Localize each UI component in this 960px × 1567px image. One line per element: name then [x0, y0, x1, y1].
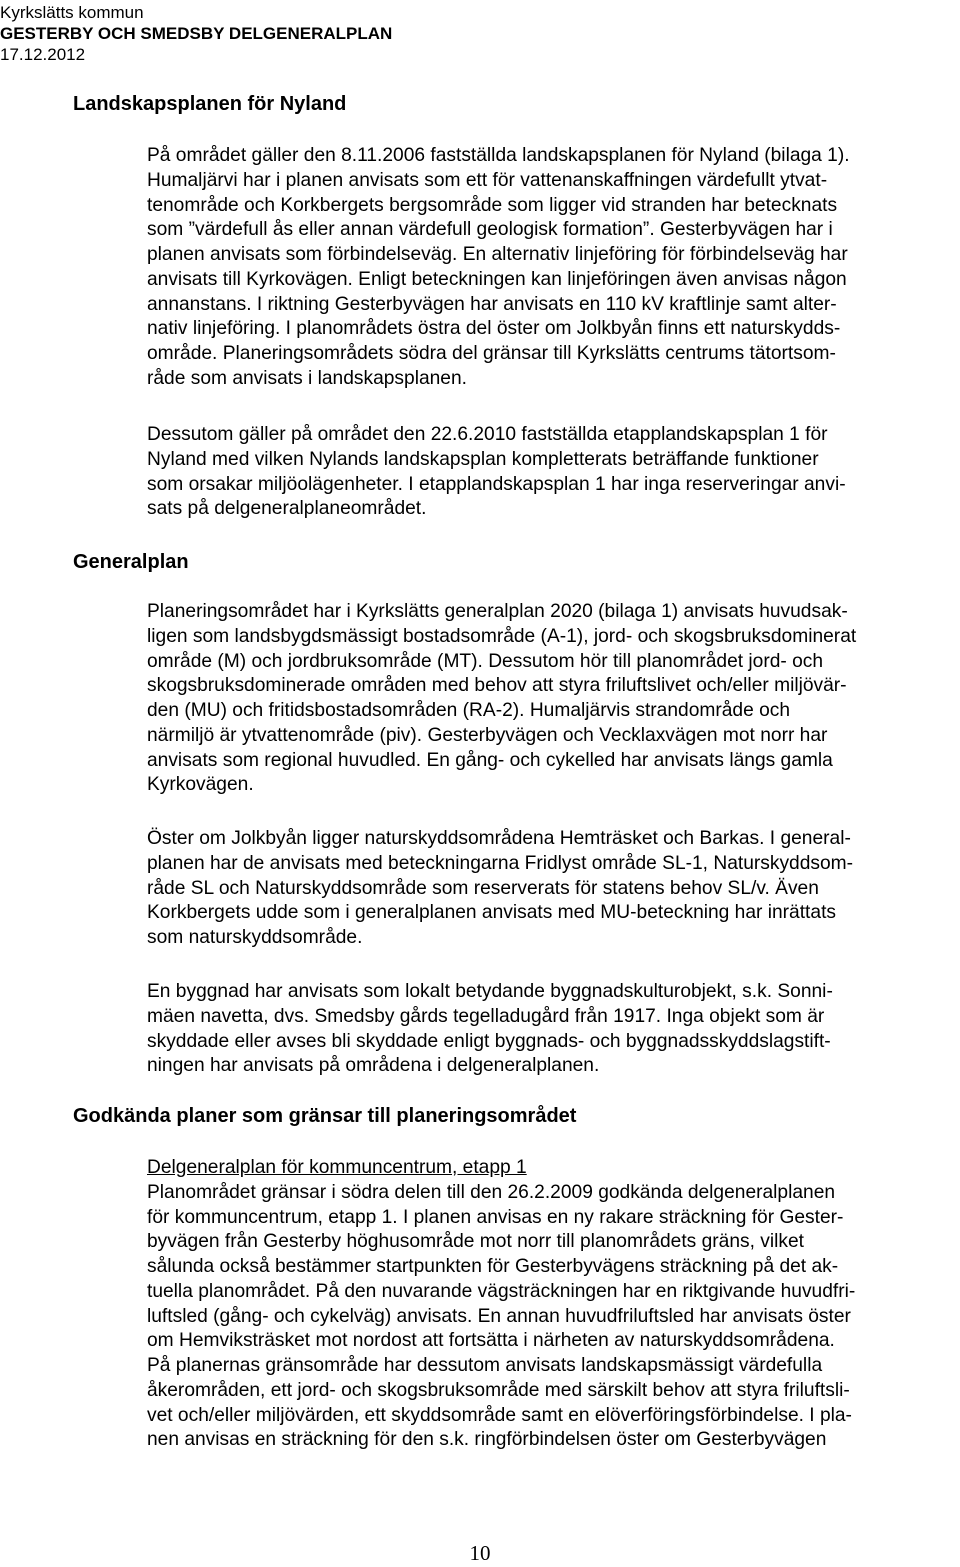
heading-landskapsplan: Landskapsplanen för Nyland	[73, 93, 347, 115]
text-line: närmiljö är ytvattenområde (piv). Gesterbyvägen och Vecklaxvägen mot norr har	[147, 724, 828, 746]
generalplan-paragraph-2	[147, 827, 960, 951]
text-line: På området gäller den 8.11.2006 fastställda landskapsplanen för Nyland (bilaga 1).	[147, 145, 850, 166]
text-line: luftsled (gång- och cykelväg) anvisats. En annan huvudfriluftsled har anvisats öster	[147, 1305, 851, 1327]
text-line: skogsbruksdominerade områden med behov att styra friluftslivet och/eller miljövär-	[147, 675, 847, 697]
text-line: Kyrkovägen.	[147, 774, 254, 796]
text-line: planen har de anvisats med beteckningarna Fridlyst område SL-1, Naturskyddsom-	[147, 852, 854, 874]
text-line: Nyland med vilken Nylands landskapsplan kompletterats beträffande funktioner	[147, 448, 819, 470]
subheading-delgeneralplan-kommuncentrum: Delgeneralplan för kommuncentrum, etapp 1	[147, 1157, 527, 1178]
text-line: tenområde och Korkbergets bergsområde som ligger vid stranden har betecknats	[147, 194, 838, 216]
text-line: Korkbergets udde som i generalplanen anvisats med MU-beteckning har inrättats	[147, 902, 836, 924]
text-line: skyddade eller avses bli skyddade enligt byggnads- och byggnadsskyddslagstift-	[147, 1030, 831, 1052]
text-line: Dessutom gäller på området den 22.6.2010 fastställda etapplandskapsplan 1 för	[147, 424, 828, 445]
text-line: om Hemviksträsket mot nordost att fortsätta i närheten av naturskyddsområdena.	[147, 1330, 835, 1352]
generalplan-paragraph-1	[147, 600, 960, 798]
landskapsplan-paragraph-1	[147, 144, 960, 392]
generalplan-paragraph-3	[147, 980, 960, 1079]
text-line: som orsakar miljöolägenheter. I etapplandskapsplan 1 har inga reserveringar anvi-	[147, 473, 846, 495]
plan-title: GESTERBY OCH SMEDSBY DELGENERALPLAN	[0, 24, 393, 43]
document-date: 17.12.2012	[0, 45, 86, 64]
text-line: anvisats till Kyrkovägen. Enligt beteckningen kan linjeföringen även anvisas någon	[147, 268, 847, 290]
text-line: som ”värdefull ås eller annan värdefull geologisk formation”. Gesterbyvägen har i	[147, 219, 833, 241]
text-line: Humaljärvi har i planen anvisats som ett för vattenanskaffningen värdefullt ytvat-	[147, 169, 828, 191]
text-line: sålunda också bestämmer startpunkten för Gesterbyvägens sträckning på det ak-	[147, 1256, 839, 1277]
text-line: åkerområden, ett jord- och skogsbruksområde med särskilt behov att styra friluftsli-	[147, 1379, 850, 1401]
page-number: 10	[469, 1541, 491, 1565]
text-line: Planeringsområdet har i Kyrkslätts generalplan 2020 (bilaga 1) anvisats huvudsak-	[147, 601, 848, 622]
text-line: för kommuncentrum, etapp 1. I planen anvisas en ny rakare sträckning för Gester-	[147, 1206, 844, 1228]
text-line: byvägen från Gesterby höghusområde mot norr till planområdets gräns, vilket	[147, 1231, 804, 1253]
godkanda-paragraph	[147, 1156, 960, 1453]
text-line: den (MU) och fritidsbostadsområden (RA-2). Humaljärvis strandområde och	[147, 700, 791, 721]
text-line: Planområdet gränsar i södra delen till den 26.2.2009 godkända delgeneralplanen	[147, 1181, 836, 1203]
text-line: På planernas gränsområde har dessutom anvisats landskapsmässigt värdefulla	[147, 1355, 823, 1376]
text-line: mäen navetta, dvs. Smedsby gårds tegelladugård från 1917. Inga objekt som är	[147, 1005, 825, 1027]
heading-generalplan: Generalplan	[73, 551, 189, 573]
text-line: sats på delgeneralplaneområdet.	[147, 498, 427, 520]
text-line: En byggnad har anvisats som lokalt betydande byggnadskulturobjekt, s.k. Sonni-	[147, 981, 833, 1002]
heading-godkanda-planer: Godkända planer som gränsar till planeringsområdet	[73, 1105, 577, 1127]
text-line: råde som anvisats i landskapsplanen.	[147, 367, 467, 389]
text-line: planen anvisats som förbindelseväg. En alternativ linjeföring för förbindelseväg har	[147, 244, 848, 265]
landskapsplan-paragraph-2	[147, 423, 960, 522]
text-line: nen anvisas en sträckning för den s.k. ringförbindelsen öster om Gesterbyvägen	[147, 1429, 827, 1451]
text-line: ligen som landsbygdsmässigt bostadsområde (A-1), jord- och skogsbruksdominerat	[147, 625, 857, 647]
text-line: område (M) och jordbruksområde (MT). Dessutom hör till planområdet jord- och	[147, 650, 824, 672]
text-line: område. Planeringsområdets södra del gränsar till Kyrkslätts centrums tätortsom-	[147, 343, 836, 364]
text-line: ningen har anvisats på områdena i delgeneralplanen.	[147, 1055, 600, 1077]
text-line: nativ linjeföring. I planområdets östra del öster om Jolkbyån finns ett naturskydds-	[147, 318, 841, 340]
text-line: tuella planområdet. På den nuvarande vägsträckningen har en riktgivande huvudfri-	[147, 1280, 856, 1302]
page-header	[0, 2, 392, 65]
text-line: anvisats som regional huvudled. En gång- och cykelled har anvisats längs gamla	[147, 749, 833, 771]
text-line: vet och/eller miljövärden, ett skyddsområde samt en elöverföringsförbindelse. I pla-	[147, 1404, 852, 1426]
text-line: annanstans. I riktning Gesterbyvägen har anvisats en 110 kV kraftlinje samt alter-	[147, 293, 837, 315]
municipality-name: Kyrkslätts kommun	[0, 3, 144, 22]
text-line: Öster om Jolkbyån ligger naturskyddsområdena Hemträsket och Barkas. I general-	[147, 828, 851, 849]
text-line: råde SL och Naturskyddsområde som reserverats för statens behov SL/v. Även	[147, 877, 819, 899]
text-line: som naturskyddsområde.	[147, 927, 363, 948]
